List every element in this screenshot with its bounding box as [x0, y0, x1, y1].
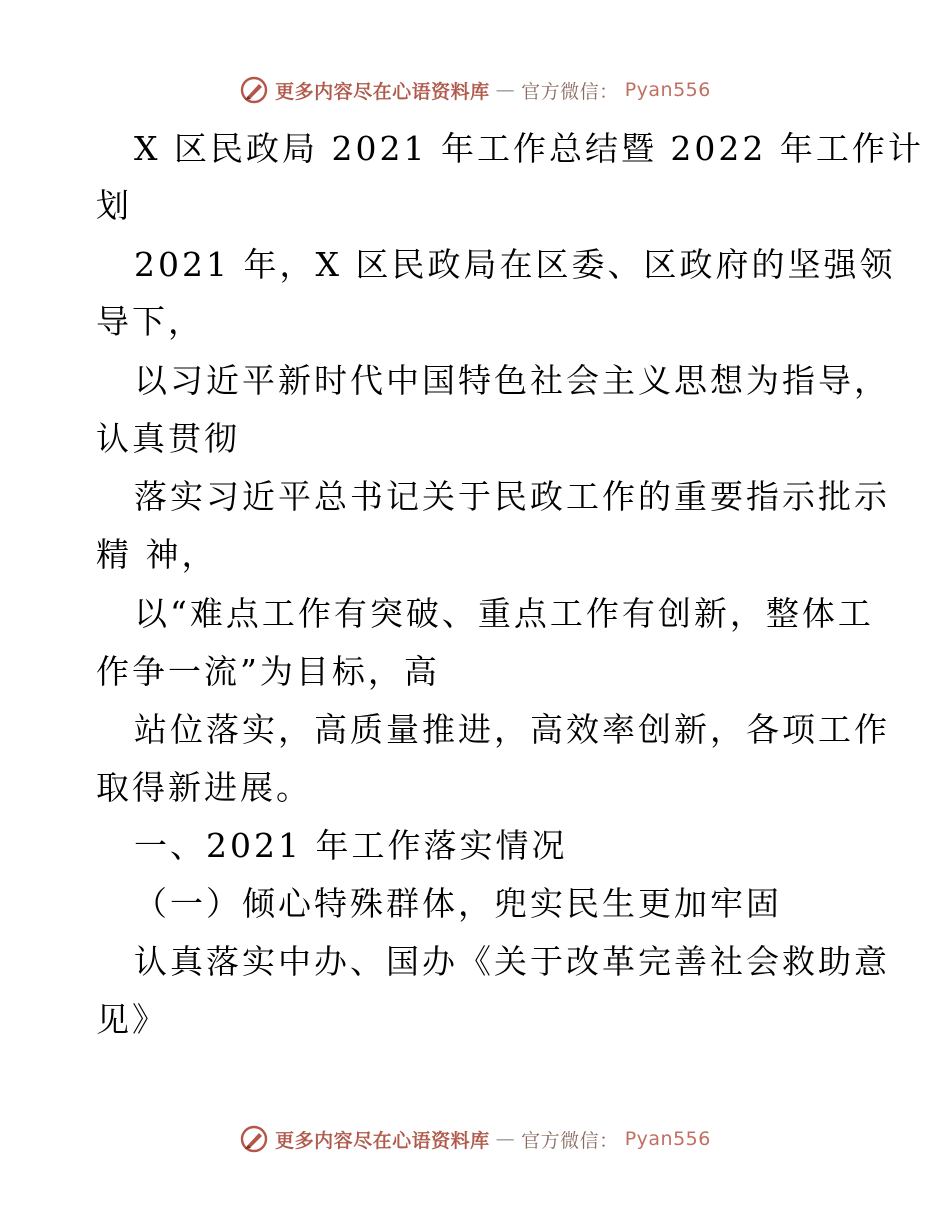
paragraph-line: 认真贯彻 — [96, 419, 240, 458]
watermark-account: Pyan556 — [624, 1128, 711, 1150]
paragraph-line: 落实习近平总书记关于民政工作的重要指示批示 — [134, 477, 890, 516]
paragraph-line: 取得新进展。 — [96, 768, 312, 807]
header-watermark — [0, 72, 950, 108]
paragraph-line: 2021 年，X 区民政局在区委、区政府的坚强领 — [134, 245, 896, 284]
section-heading: 一、2021 年工作落实情况 — [134, 826, 568, 865]
watermark-separator: — — [495, 79, 516, 101]
paragraph-line: 以“难点工作有突破、重点工作有创新，整体工 — [134, 594, 874, 633]
watermark-separator: — — [495, 1128, 516, 1150]
watermark-brand: 更多内容尽在心语资料库 — [275, 80, 490, 103]
pen-logo-icon — [239, 1124, 269, 1154]
document-title-line-2: 划 — [96, 186, 132, 225]
watermark-account: Pyan556 — [624, 79, 711, 101]
paragraph-line: 站位落实，高质量推进，高效率创新，各项工作 — [134, 710, 890, 749]
watermark-label: 官方微信： — [521, 1129, 619, 1152]
footer-watermark — [0, 1121, 950, 1157]
paragraph-line: 导下， — [96, 302, 204, 341]
document-title-line-1: X 区民政局 2021 年工作总结暨 2022 年工作计 — [134, 129, 924, 168]
paragraph-line: 以习近平新时代中国特色社会主义思想为指导， — [134, 361, 890, 400]
subsection-heading: （一）倾心特殊群体，兜实民生更加牢固 — [134, 884, 782, 923]
paragraph-line: 认真落实中办、国办《关于改革完善社会救助意 — [134, 942, 890, 981]
watermark-label: 官方微信： — [521, 80, 619, 103]
paragraph-line: 见》 — [96, 1000, 168, 1039]
watermark-brand: 更多内容尽在心语资料库 — [275, 1129, 490, 1152]
pen-logo-icon — [239, 75, 269, 105]
paragraph-line: 精 神， — [96, 535, 218, 574]
paragraph-line: 作争一流”为目标，高 — [96, 652, 440, 691]
